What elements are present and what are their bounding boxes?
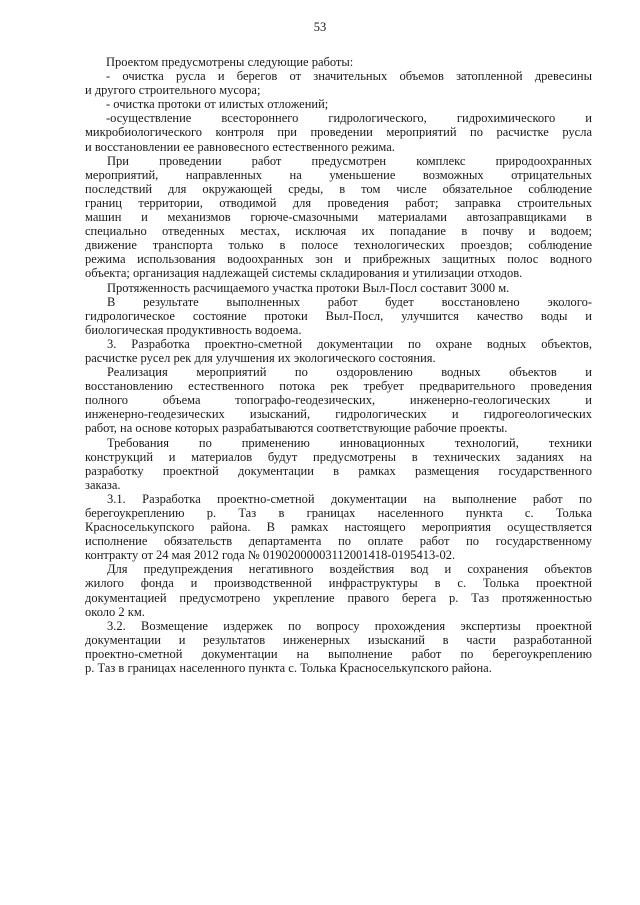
text-line: границ территории, отводимой для проведения работ; заправка строительных [85,195,592,210]
text-line: движение транспорта только в полосе технологических проездов; соблюдение [85,238,592,253]
text-line: Реализация мероприятий по оздоровлению водных объектов и [107,365,592,380]
text-line: документации и результатов инженерных изысканий в части разработанной [85,632,592,647]
text-line: - очистка русла и берегов от значительных объемов затопленной древесины [106,69,592,84]
text-line: жилого фонда и производственной инфраструктуры в с. Толька проектной [85,576,592,591]
text-line: инженерно-геодезических изысканий, гидрологических и гидрогеологических [85,407,592,422]
text-line: Протяженность расчищаемого участка протоки Выл-Посл составит 3000 м. [107,280,510,295]
page-number: 53 [313,20,327,34]
text-line: проектно-сметной документации на выполнение работ по берегоукреплению [85,646,592,661]
text-line: около 2 км. [85,604,145,619]
text-line: и другого строительного мусора; [85,83,261,98]
text-line: последствий для окружающей среды, в том числе обязательное соблюдение [85,181,592,196]
text-line: работ, на основе которых разрабатываются соответствующие рабочие проекты. [85,421,508,436]
text-line: Проектом предусмотрены следующие работы: [106,55,354,69]
text-line: расчистке русел рек для улучшения их экологического состояния. [85,350,436,365]
text-line: контракту от 24 мая 2012 года № 01902000003112001418-0195413-02. [85,548,456,563]
text-line: документацией предусмотрено укрепление правого берега р. Таз протяженностью [85,590,592,605]
text-line: 3. Разработка проектно-сметной документации по охране водных объектов, [107,336,592,351]
text-line: В результате выполненных работ будет восстановлено эколого- [107,294,592,309]
text-line: объекта; организация надлежащей системы складирования и утилизации отходов. [85,266,523,281]
document-body [85,55,592,675]
text-line: Красноселькупского района. В рамках настоящего мероприятия осуществляется [85,520,592,535]
text-line: гидрологическое состояние протоки Выл-Посл, улучшится качество воды и [85,308,592,323]
text-line: -осуществление всестороннего гидрологического, гидрохимического и [106,111,592,126]
text-line: разработку проектной документации в рамках размещения государственного [85,463,592,478]
text-line: конструкций и материалов будут предусмотрены в технических заданиях на [85,449,592,464]
text-line: машин и механизмов горюче-смазочными материалами автозаправщиками в [85,210,592,225]
text-line: мероприятий, направленных на уменьшение возможных отрицательных [85,167,592,182]
text-line: восстановлению естественного потока рек требует предварительного проведения [85,379,592,394]
text-line: 3.1. Разработка проектно-сметной документации на выполнение работ по [107,491,592,506]
text-line: биологическая продуктивность водоема. [85,322,302,337]
text-line: Требования по применению инновационных технологий, техники [107,435,592,450]
text-line: заказа. [85,477,121,492]
text-line: При проведении работ предусмотрен комплекс природоохранных [107,153,592,168]
text-line: специально отведенных местах, исключая их попадание в почву и водоем; [85,224,592,239]
text-line: Для предупреждения негативного воздействия вод и сохранения объектов [107,562,592,577]
text-line: - очистка протоки от илистых отложений; [106,97,329,112]
text-line: режима использования водоохранных зон и прибрежных защитных полос водного [85,252,592,267]
text-line: исполнение обязательств департамента по оплате работ по государственному [85,534,592,549]
text-line: полного объема топографо-геодезических, инженерно-геологических и [85,393,592,408]
text-line: и восстановлении ее равновесного естественного режима. [85,139,395,154]
text-line: микробиологического контроля при проведении мероприятий по расчистке русла [85,125,592,140]
text-line: р. Таз в границах населенного пункта с. Толька Красноселькупского района. [85,661,492,676]
text-line: 3.2. Возмещение издержек по вопросу прохождения экспертизы проектной [107,618,592,633]
text-line: берегоукреплению р. Таз в границах населенного пункта с. Толька [85,506,592,520]
